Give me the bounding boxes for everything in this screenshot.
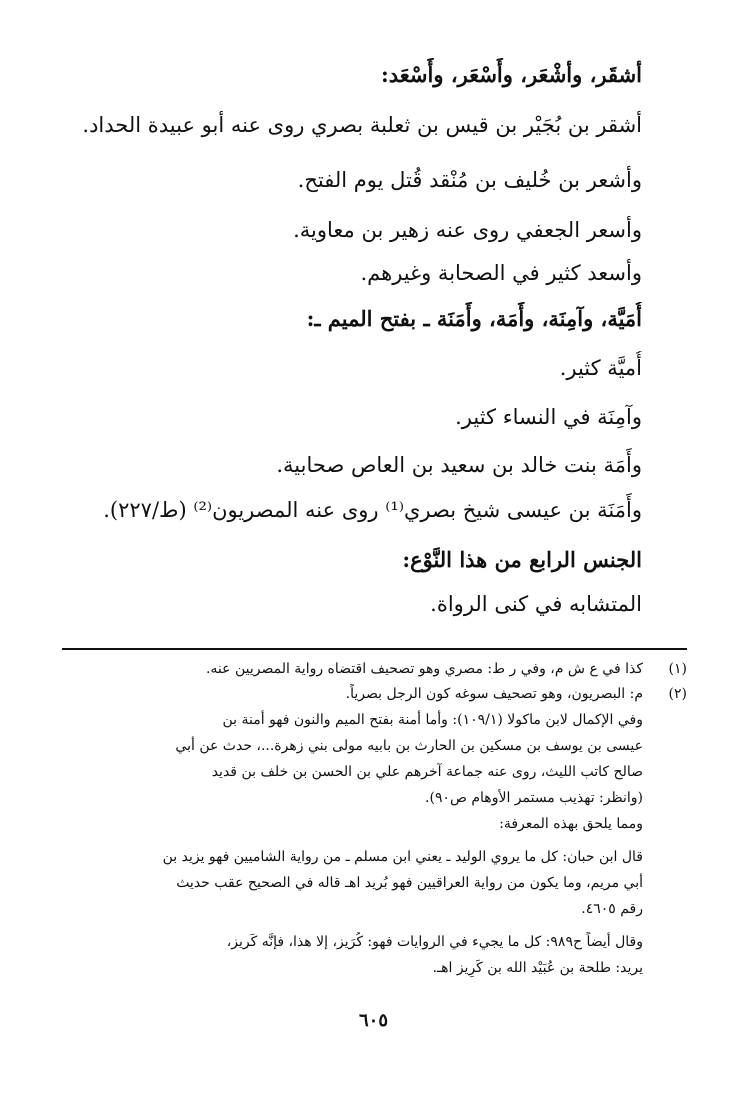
text-line: وأسعر الجعفي روى عنه زهير بن معاوية. [293, 218, 642, 242]
footnote-line: يريد: طلحة بن عُبَيْد الله بن كَرِيز اهـ. [432, 960, 643, 976]
heading-umayya: أُمَيَّة، وآمِنَة، وأَمَة، وأَمَنَة ـ بفتح الميم ـ: [306, 306, 642, 331]
footnote-line: وفي الإكمال لابن ماكولا (١٠٩/١): وأما أمنة بفتح الميم والنون فهو أمنة بن [222, 712, 643, 728]
footnote-separator [62, 648, 687, 650]
heading-fourth-kind: الجنس الرابع من هذا النَّوْع: [402, 547, 642, 572]
footnote-line: صالح كاتب الليث، روى عنه جماعة آخرهم علي بن الحسن بن خلف بن قديد [211, 764, 643, 780]
footnote-line: وقال أيضاً ح٩٨٩: كل ما يجيء في الروايات فهو: كُرَيز، إلا هذا، فإنَّه كَريز، [226, 934, 643, 950]
footnote-1 [78, 659, 687, 680]
footnote-line: عيسى بن يوسف بن مسكين بن الحارث بن بابيه مولى بني زهرة...، حدث عن أبي [175, 738, 643, 754]
text-line: وأَمَنَة بن عيسى شيخ بصري⁽¹⁾ روى عنه المصريون⁽²⁾ (ط/٢٢٧). [103, 498, 642, 522]
footnote-line: (وانظر: تهذيب مستمر الأوهام ص٩٠). [425, 790, 643, 806]
footnote-number: (١) [668, 661, 687, 677]
footnote-2 [78, 684, 687, 705]
text-line: وأسعد كثير في الصحابة وغيرهم. [360, 261, 642, 285]
text-line: أشقر بن بُجَيْر بن قيس بن ثعلبة بصري روى عنه أبو عبيدة الحداد. [82, 113, 642, 137]
text-line: وأشعر بن خُليف بن مُنْقد قُتل يوم الفتح. [297, 168, 642, 192]
text-line: أُميَّة كثير. [559, 356, 642, 380]
footnote-line: أبي مريم، وما يكون من رواية العراقيين فهو بُريد اهـ قاله في الصحيح عقب حديث [176, 875, 643, 891]
footnote-line: قال ابن حبان: كل ما يروي الوليد ـ يعني ابن مسلم ـ من رواية الشاميين فهو يزيد بن [162, 849, 643, 865]
footnote-text: كذا في ع ش م، وفي ر ط: مصري وهو تصحيف اقتضاه رواية المصريين عنه. [205, 661, 643, 677]
text-line: وأَمَة بنت خالد بن سعيد بن العاص صحابية. [276, 453, 642, 477]
footnote-line: رقم ٤٦٠٥. [581, 901, 643, 917]
text-line: المتشابه في كنى الرواة. [430, 592, 642, 616]
heading-ashqar: أشقَر، وأشْعَر، وأَسْعَر، وأَسْعَد: [381, 62, 642, 87]
footnote-line: ومما يلحق بهذه المعرفة: [499, 816, 643, 832]
page-number: ٦٠٥ [358, 1010, 388, 1031]
text-line: وآمِنَة في النساء كثير. [455, 405, 642, 429]
footnote-number: (٢) [668, 686, 687, 702]
footnote-text: م: البصريون، وهو تصحيف سوغه كون الرجل بصرياً. [345, 686, 643, 702]
